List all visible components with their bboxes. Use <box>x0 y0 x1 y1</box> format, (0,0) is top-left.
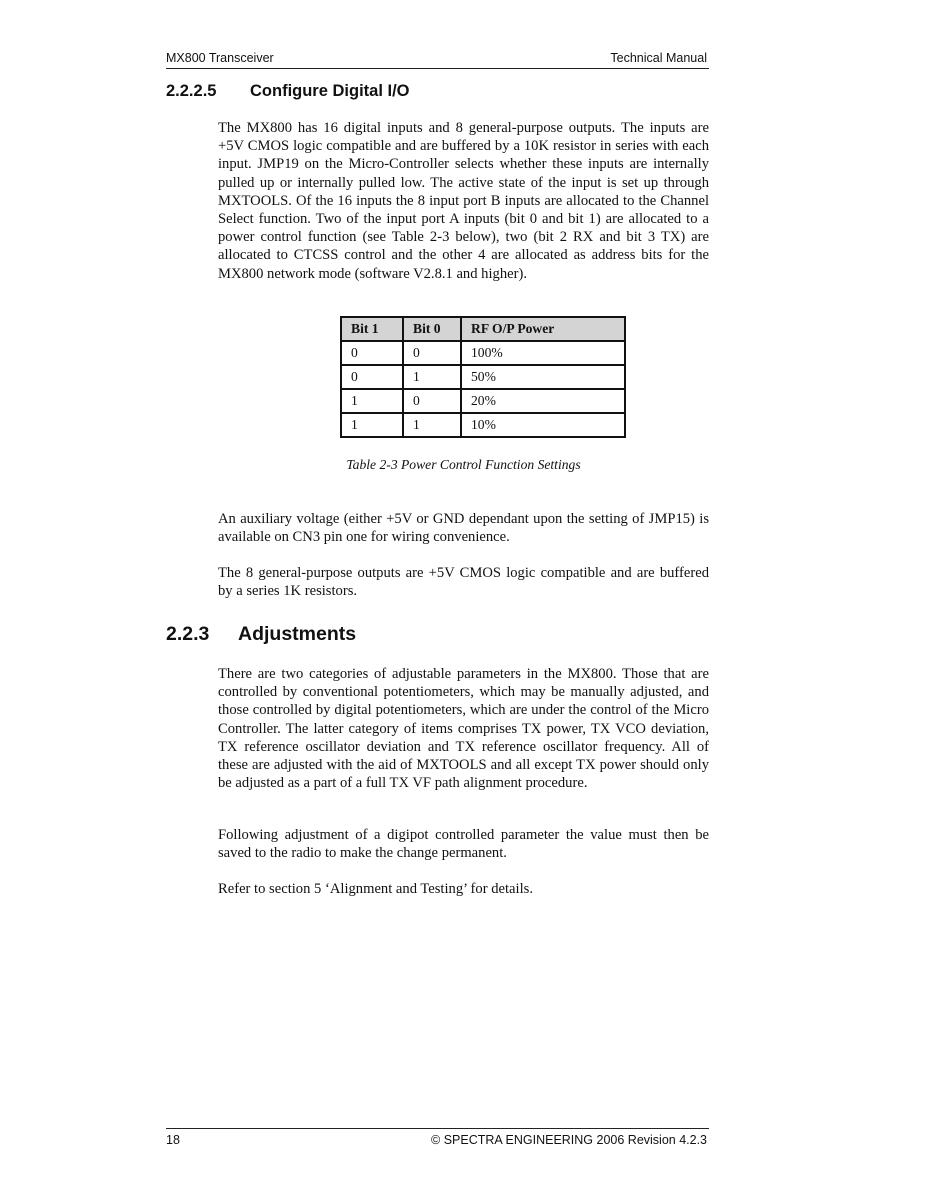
table-cell: 0 <box>403 341 461 365</box>
section-title: Adjustments <box>238 623 357 645</box>
table-cell: 100% <box>461 341 625 365</box>
refer-paragraph: Refer to section 5 ‘Alignment and Testing’ for details. <box>218 881 533 897</box>
header-manual-type: Technical Manual <box>610 51 707 65</box>
table-cell: 0 <box>341 341 403 365</box>
section-number: 2.2.3 <box>166 623 210 645</box>
page-footer <box>166 1128 709 1151</box>
table-row <box>341 365 625 389</box>
page-header <box>166 48 709 69</box>
table-cell: 0 <box>403 389 461 413</box>
auxiliary-voltage-paragraph: An auxiliary voltage (either +5V or GND dependant upon the setting of JMP15) is available on CN3 pin one for wiring convenience. <box>218 511 709 546</box>
section-heading-2-2-3 <box>166 623 356 646</box>
table-header-row <box>341 317 625 341</box>
adjustments-paragraph: There are two categories of adjustable parameters in the MX800. Those that are controlled by conventional potentiometers, which may be manually adjusted, and those controlled by digital potentiometers, which are under the control of the Micro Controller. The latter category of items comprises TX power, TX VCO deviation, TX reference oscillator deviation and TX reference oscillator frequency. All of these are adjusted with the aid of MXTOOLS and all except TX power should only be adjusted as a part of a full TX VF path alignment procedure. <box>218 666 709 792</box>
table-cell: 20% <box>461 389 625 413</box>
digipot-paragraph: Following adjustment of a digipot controlled parameter the value must then be saved to the radio to make the change permanent. <box>218 827 709 862</box>
table-row <box>341 341 625 365</box>
table-cell: 1 <box>341 413 403 437</box>
table-cell: 1 <box>403 413 461 437</box>
table-cell: 10% <box>461 413 625 437</box>
table-cell: 0 <box>341 365 403 389</box>
page-number: 18 <box>166 1133 180 1147</box>
table-row <box>341 389 625 413</box>
outputs-paragraph: The 8 general-purpose outputs are +5V CMOS logic compatible and are buffered by a series 1K resistors. <box>218 565 709 600</box>
power-control-table <box>340 316 626 438</box>
table-row <box>341 413 625 437</box>
table-cell: 50% <box>461 365 625 389</box>
table-header-cell: Bit 0 <box>403 317 461 341</box>
header-document-title: MX800 Transceiver <box>166 51 274 65</box>
section-number: 2.2.2.5 <box>166 82 217 100</box>
table-header-cell: Bit 1 <box>341 317 403 341</box>
table-header-cell: RF O/P Power <box>461 317 625 341</box>
table-cell: 1 <box>341 389 403 413</box>
section-heading-2-2-2-5 <box>166 82 410 101</box>
table-cell: 1 <box>403 365 461 389</box>
section-title: Configure Digital I/O <box>250 82 410 100</box>
footer-copyright: © SPECTRA ENGINEERING 2006 Revision 4.2.3 <box>431 1133 707 1147</box>
digital-io-paragraph: The MX800 has 16 digital inputs and 8 general-purpose outputs. The inputs are +5V CMOS logic compatible and are buffered by a 10K resistor in series with each input. JMP19 on the Micro-Controller selects whether these inputs are internally pulled up or internally pulled low. The active state of the input is set up through MXTOOLS. Of the 16 inputs the 8 input port B inputs are allocated to the Channel Select function. Two of the input port A inputs (bit 0 and bit 1) are allocated to a power control function (see Table 2-3 below), two (bit 2 RX and bit 3 TX) are allocated to CTCSS control and the other 4 are allocated as address bits for the MX800 network mode (software V2.8.1 and higher). <box>218 120 709 282</box>
table-caption: Table 2-3 Power Control Function Settings <box>346 457 581 472</box>
